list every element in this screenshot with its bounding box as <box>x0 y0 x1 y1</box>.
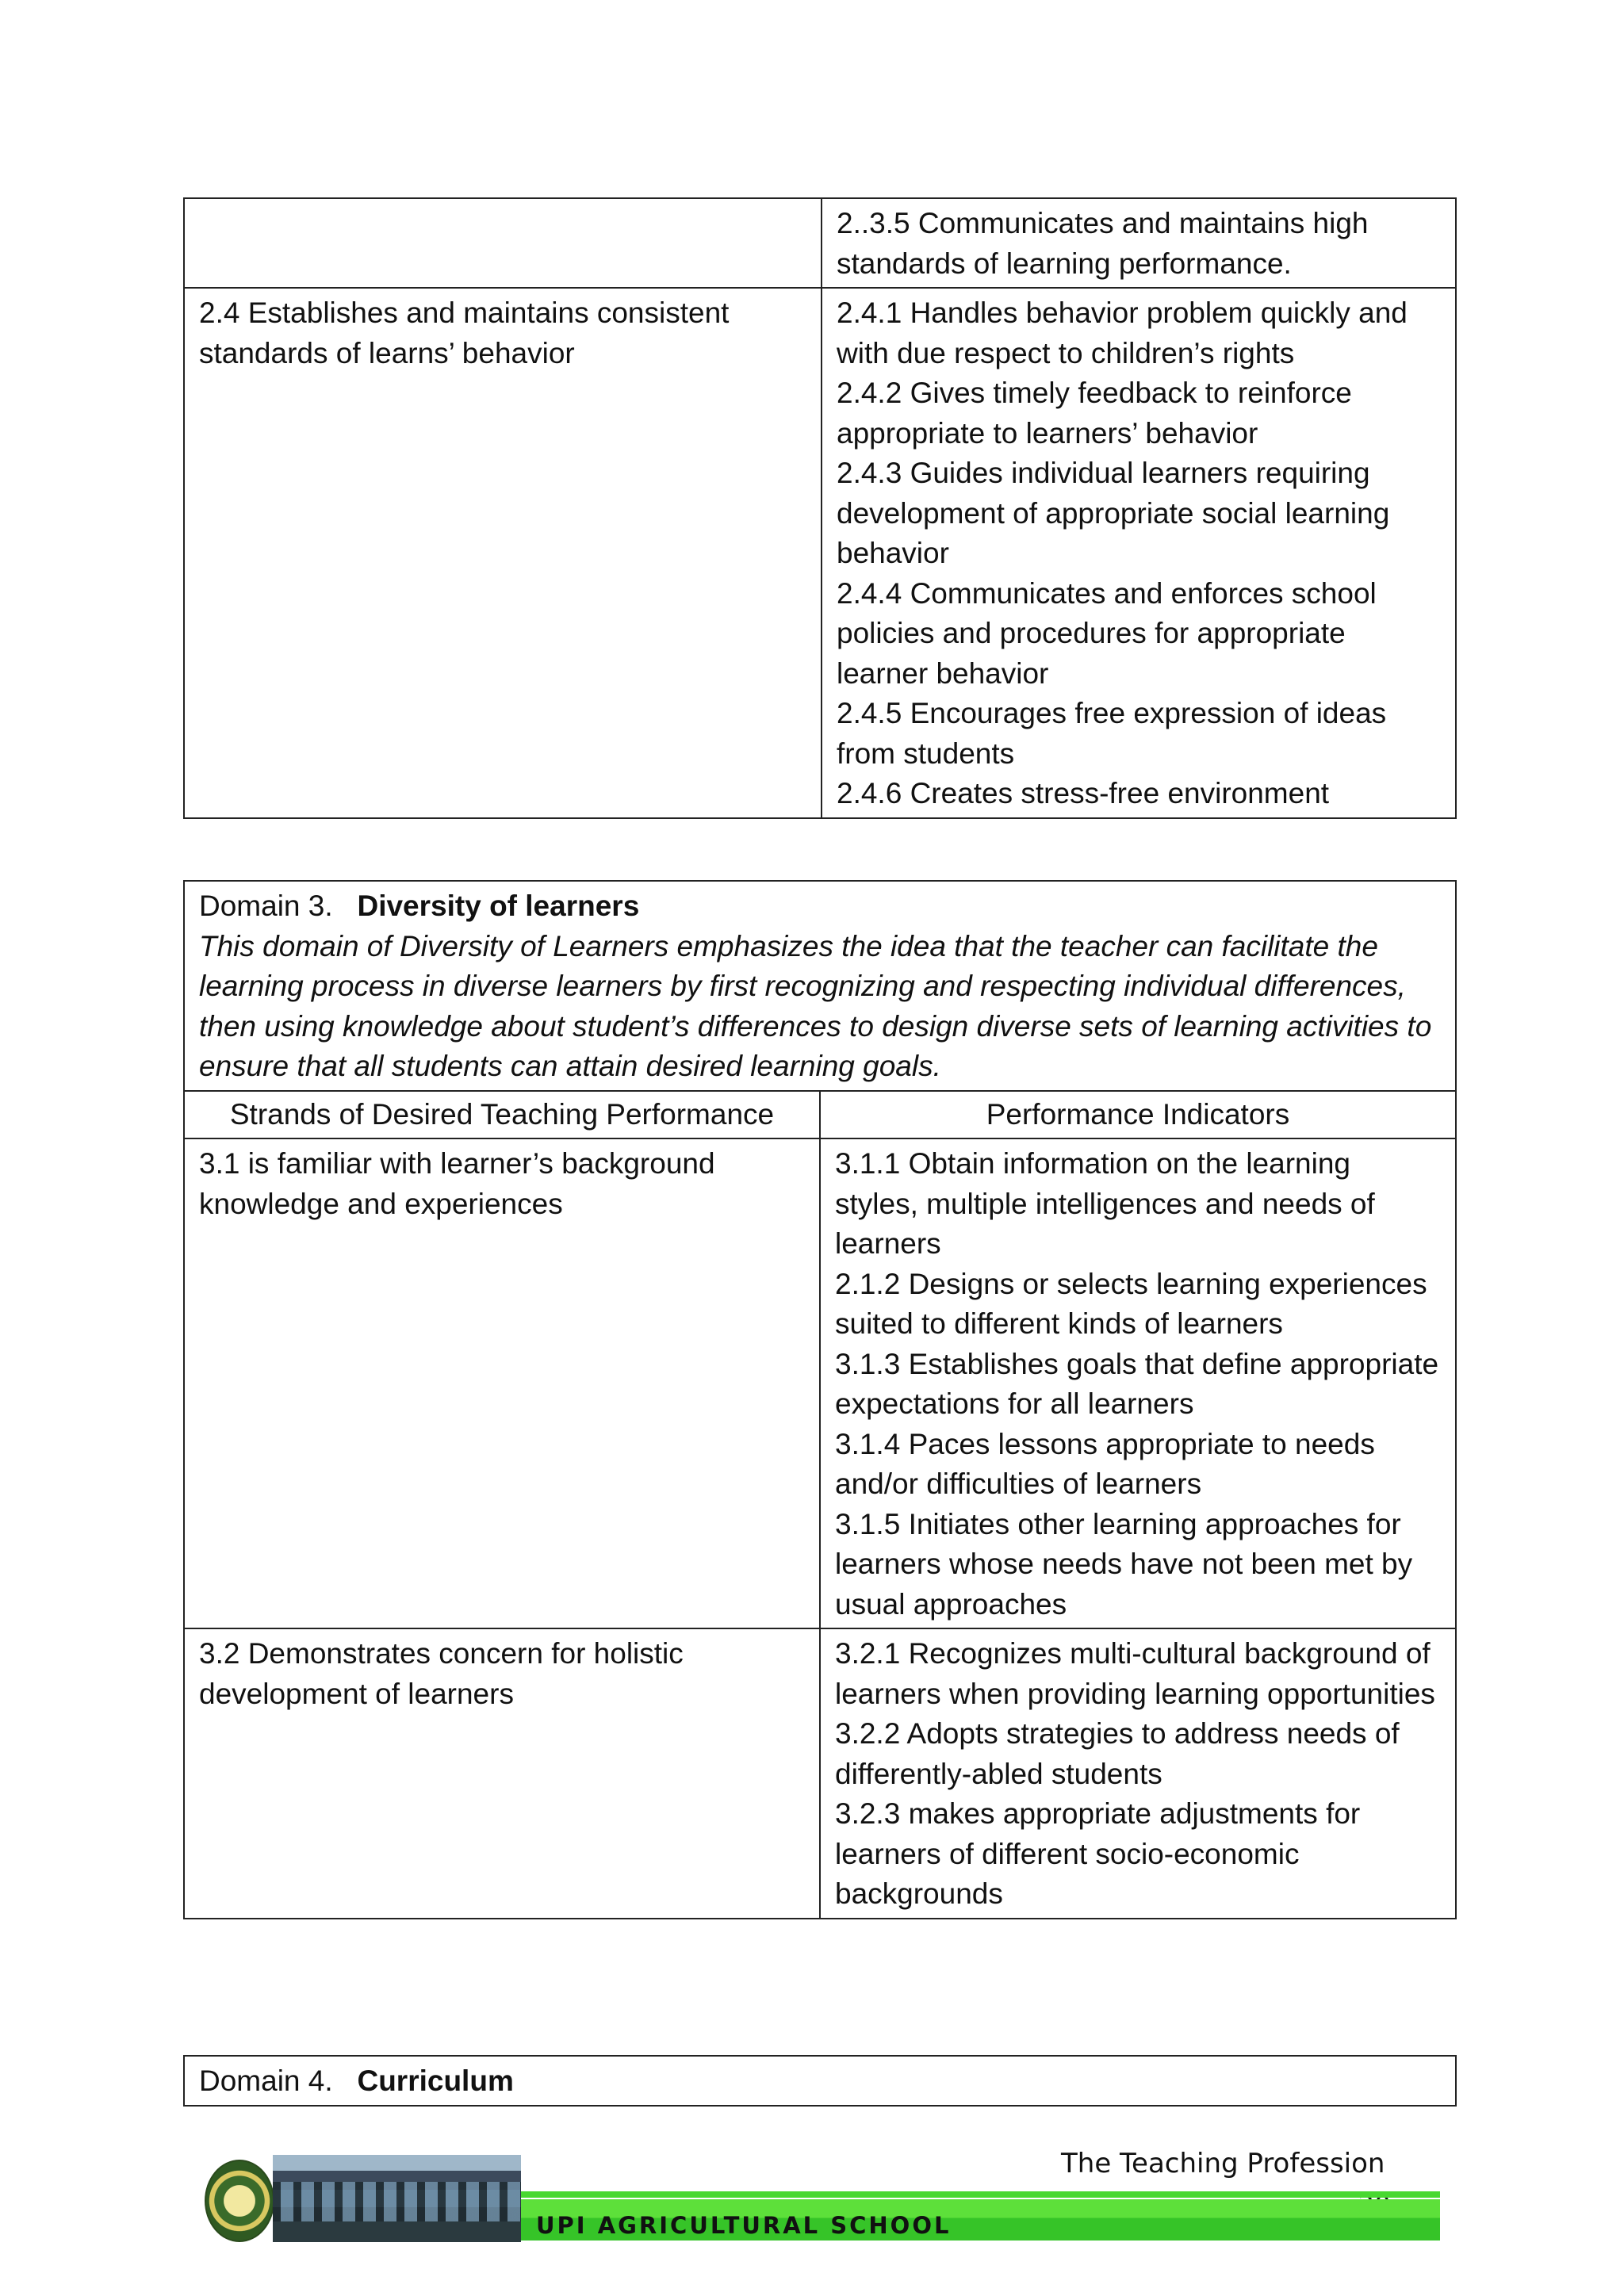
domain-description: This domain of Diversity of Learners emphasizes the idea that the teacher can facilitate the learning process in diverse learners by first recognizing and respecting individual differences, then using knowledge about student’s differences to design diverse sets of learning activities to ensure that all students can attain desired learning goals. <box>199 929 1432 1082</box>
indicator-item: 3.1.3 Establishes goals that define appropriate expectations for all learners <box>835 1347 1439 1420</box>
domain-name: Curriculum <box>357 2064 514 2097</box>
indicators-cell <box>820 1628 1456 1919</box>
indicator-item: 3.2.2 Adopts strategies to address needs of differently-abled students <box>835 1717 1400 1790</box>
table-row <box>184 198 1456 288</box>
table-row <box>184 288 1456 818</box>
indicators-cell <box>822 288 1456 818</box>
domain-header-cell <box>184 2056 1456 2106</box>
domain-header-cell <box>184 881 1456 1091</box>
indicators-cell <box>822 198 1456 288</box>
domain-prefix: Domain 4. <box>199 2064 333 2097</box>
domain3-table <box>183 880 1457 1919</box>
footer-title: The Teaching Profession <box>1061 2148 1385 2179</box>
column-header-indicators: Performance Indicators <box>820 1091 1456 1139</box>
domain-title <box>199 890 639 922</box>
school-banner <box>205 2155 1440 2244</box>
domain4-table <box>183 2055 1457 2107</box>
column-header-row <box>184 1091 1456 1139</box>
indicator-item: 2.4.4 Communicates and enforces school policies and procedures for appropriate learner behavior <box>837 576 1377 690</box>
strand-cell <box>184 198 822 288</box>
indicator-item: 2.1.2 Designs or selects learning experiences suited to different kinds of learners <box>835 1267 1427 1340</box>
domain-name: Diversity of learners <box>357 890 640 922</box>
indicator-item: 2..3.5 Communicates and maintains high standards of learning performance. <box>837 207 1369 280</box>
indicators-cell <box>820 1138 1456 1628</box>
column-header-strands: Strands of Desired Teaching Performance <box>184 1091 820 1139</box>
indicator-item: 2.4.3 Guides individual learners requiring development of appropriate social learning behavior <box>837 457 1390 569</box>
indicator-item: 3.1.1 Obtain information on the learning styles, multiple intelligences and needs of learners <box>835 1147 1375 1260</box>
domain-header-row <box>184 2056 1456 2106</box>
table-row <box>184 1628 1456 1919</box>
indicator-item: 2.4.2 Gives timely feedback to reinforce appropriate to learners’ behavior <box>837 377 1352 450</box>
table-row <box>184 1138 1456 1628</box>
indicator-item: 3.2.3 makes appropriate adjustments for learners of different socio-economic backgrounds <box>835 1797 1361 1910</box>
domain2-continuation-table <box>183 197 1457 819</box>
school-building-photo <box>273 2155 521 2242</box>
indicator-item: 3.1.5 Initiates other learning approaches for learners whose needs have not been met by usual approaches <box>835 1507 1413 1621</box>
indicator-item: 3.1.4 Paces lessons appropriate to needs and/or difficulties of learners <box>835 1427 1375 1500</box>
school-name: UPI AGRICULTURAL SCHOOL <box>536 2212 952 2239</box>
indicator-item: 3.2.1 Recognizes multi-cultural background of learners when providing learning opportunities <box>835 1637 1435 1710</box>
strand-cell: 2.4 Establishes and maintains consistent standards of learns’ behavior <box>184 288 822 818</box>
strand-cell: 3.1 is familiar with learner’s background knowledge and experiences <box>184 1138 820 1628</box>
domain-header-row <box>184 881 1456 1091</box>
school-seal-icon <box>205 2160 274 2242</box>
indicator-item: 2.4.5 Encourages free expression of ideas from students <box>837 697 1387 770</box>
indicator-item: 2.4.1 Handles behavior problem quickly and with due respect to children’s rights <box>837 297 1408 369</box>
domain-prefix: Domain 3. <box>199 890 333 922</box>
indicator-item: 2.4.6 Creates stress-free environment <box>837 777 1330 809</box>
strand-cell: 3.2 Demonstrates concern for holistic development of learners <box>184 1628 820 1919</box>
